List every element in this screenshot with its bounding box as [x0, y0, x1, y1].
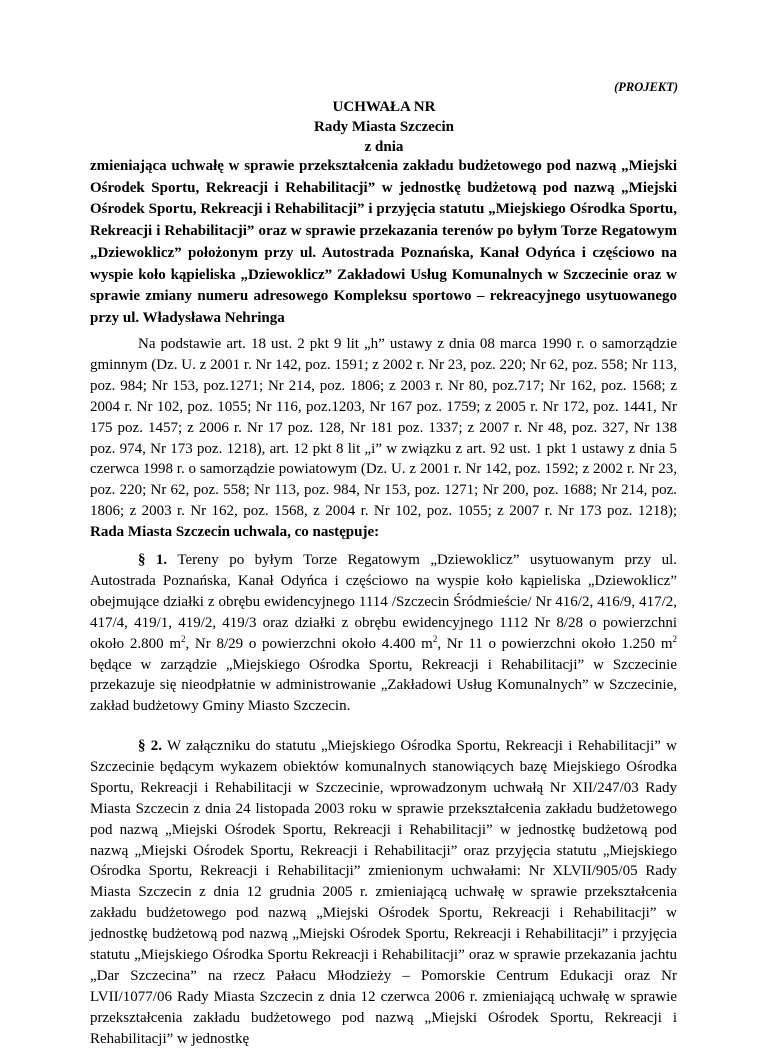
preamble-text: Na podstawie art. 18 ust. 2 pkt 9 lit „h” ustawy z dnia 08 marca 1990 r. o samorządzie gminnym (Dz. U. z 2001 r. Nr 142, poz. 1591; z 2002 r. Nr 23, poz. 220; Nr 62, poz. 558; Nr 113, poz. 984; Nr 153, poz.1271; Nr 214, poz. 1806; z 2003 r. Nr 80, poz.717; Nr 162, poz. 1568; z 2004 r. Nr 102, poz. 1055; Nr 116, poz.1203, Nr 167 poz. 1759; z 2005 r. Nr 172, poz. 1441, Nr 175 poz. 1457; z 2006 r. Nr 17 poz. 128, Nr 181 poz. 1337; z 2007 r. Nr 48, poz. 327, Nr 138 poz. 974, Nr 173 poz. 1218), art. 12 pkt 8 lit „i” w związku z art. 92 ust. 1 pkt 1 ustawy z dnia 5 czerwca 1998 r. o samorządzie powiatowym (Dz. U. z 2001 r. Nr 142, poz. 1592; z 2002 r. Nr 23, poz. 220; Nr 62, poz. 558; Nr 113, poz. 984, Nr 153, poz. 1271; Nr 200, poz. 1688; Nr 214, poz. 1806; z 2003 r. Nr 162, poz. 1568, z 2004 r. Nr 102, poz. 1055; z 2007 r. Nr 173 poz. 1218); — [90, 336, 677, 520]
section-1-label: § 1. — [138, 552, 168, 568]
section-1-text-c: , Nr 11 o powierzchni około 1.250 m — [437, 635, 673, 652]
section-2-label: § 2. — [138, 738, 163, 754]
resolution-title: zmieniająca uchwałę w sprawie przekształcenia zakładu budżetowego pod nazwą „Miejski Ośrodek Sportu, Rekreacji i Rehabilitacji” w jednostkę budżetową pod nazwą „Miejski Ośrodek Sportu, Rekreacji i Rehabilitacji” i przyjęcia statutu „Miejskiego Ośrodka Sportu, Rekreacji i Rehabilitacji” oraz w sprawie przekazania terenów po byłym Torze Regatowym „Dziewoklicz” położonym przy ul. Autostrada Poznańska, Kanał Odyńca i częściowo na wyspie koło kąpieliska „Dziewoklicz” Zakładowi Usług Komunalnych w Szczecinie oraz w sprawie zmiany numeru adresowego Kompleksu sportowo – rekreacyjnego usytuowanego przy ul. Władysława Nehringa — [90, 158, 677, 326]
section-1-sup-2: 2 — [432, 633, 438, 644]
section-1-text-b: , Nr 8/29 o powierzchni około 4.400 m — [185, 635, 433, 652]
header-line-date: z dnia — [364, 139, 404, 155]
preamble-enactment: Rada Miasta Szczecin uchwala, co następuje: — [90, 524, 380, 541]
section-1-paragraph — [90, 550, 677, 717]
header-line-council: Rady Miasta Szczecin — [314, 119, 454, 135]
section-1-text-a: Tereny po byłym Torze Regatowym „Dziewoklicz” usytuowanym przy ul. Autostrada Poznańska, Kanał Odyńca i częściowo na wyspie koło kąpieliska „Dziewoklicz” obejmujące działki z obrębu ewidencyjnego 1114 /Szczecin Śródmieście/ Nr 416/2, 416/9, 417/2, 417/4, 419/1, 419/2, 419/3 oraz działki z obrębu ewidencyjnego 1112 Nr 8/28 o powierzchni około 2.800 m — [90, 552, 678, 652]
section-2-paragraph — [90, 736, 678, 1047]
resolution-header — [0, 97, 768, 157]
section-1-sup-3: 2 — [672, 633, 677, 644]
section-1-sup-1: 2 — [180, 633, 186, 644]
section-1-text-d: będące w zarządzie „Miejskiego Ośrodka Sportu, Rekreacji i Rehabilitacji” w Szczecinie przekazuje się nieodpłatnie w administrowanie „Zakładowi Usług Komunalnych” w Szczecinie, zakład budżetowy Gminy Miasto Szczecin. — [90, 656, 677, 715]
header-line-resolution: UCHWAŁA NR — [332, 99, 436, 115]
preamble-paragraph — [90, 334, 677, 543]
draft-label: (PROJEKT) — [614, 80, 678, 94]
section-2-text: W załączniku do statutu „Miejskiego Ośrodka Sportu, Rekreacji i Rehabilitacji” w Szczecinie będącym wykazem obiektów komunalnych stanowiących bazę Miejskiego Ośrodka Sportu, Rekreacji i Rehabilitacji w Szczecinie, wprowadzonym uchwałą Nr XII/247/03 Rady Miasta Szczecin z dnia 24 listopada 2003 roku w sprawie przekształcenia zakładu budżetowego pod nazwą „Miejski Ośrodek Sportu, Rekreacji i Rehabilitacji” w jednostkę budżetową pod nazwą „Miejski Ośrodek Sportu, Rekreacji i Rehabilitacji” oraz przyjęcia statutu „Miejskiego Ośrodka Sportu, Rekreacji i Rehabilitacji” zmienionym uchwałami: Nr XLVII/905/05 Rady Miasta Szczecin z dnia 12 grudnia 2005 r. zmieniającą uchwałę w sprawie przekształcenia zakładu budżetowego pod nazwą „Miejski Ośrodek Sportu, Rekreacji i Rehabilitacji” w jednostkę budżetową pod nazwą „Miejski Ośrodek Sportu, Rekreacji i Rehabilitacji” i przyjęcia statutu „Miejskiego Ośrodka Sportu Rekreacji i Rehabilitacji” oraz w sprawie przekazania jachtu „Dar Szczecina” na rzecz Pałacu Młodzieży – Pomorskie Centrum Edukacji oraz Nr LVII/1077/06 Rady Miasta Szczecin z dnia 12 czerwca 2006 r. zmieniającą uchwałę w sprawie przekształcenia zakładu budżetowego pod nazwą „Miejski Ośrodek Sportu, Rekreacji i Rehabilitacji” w jednostkę — [90, 738, 678, 1047]
